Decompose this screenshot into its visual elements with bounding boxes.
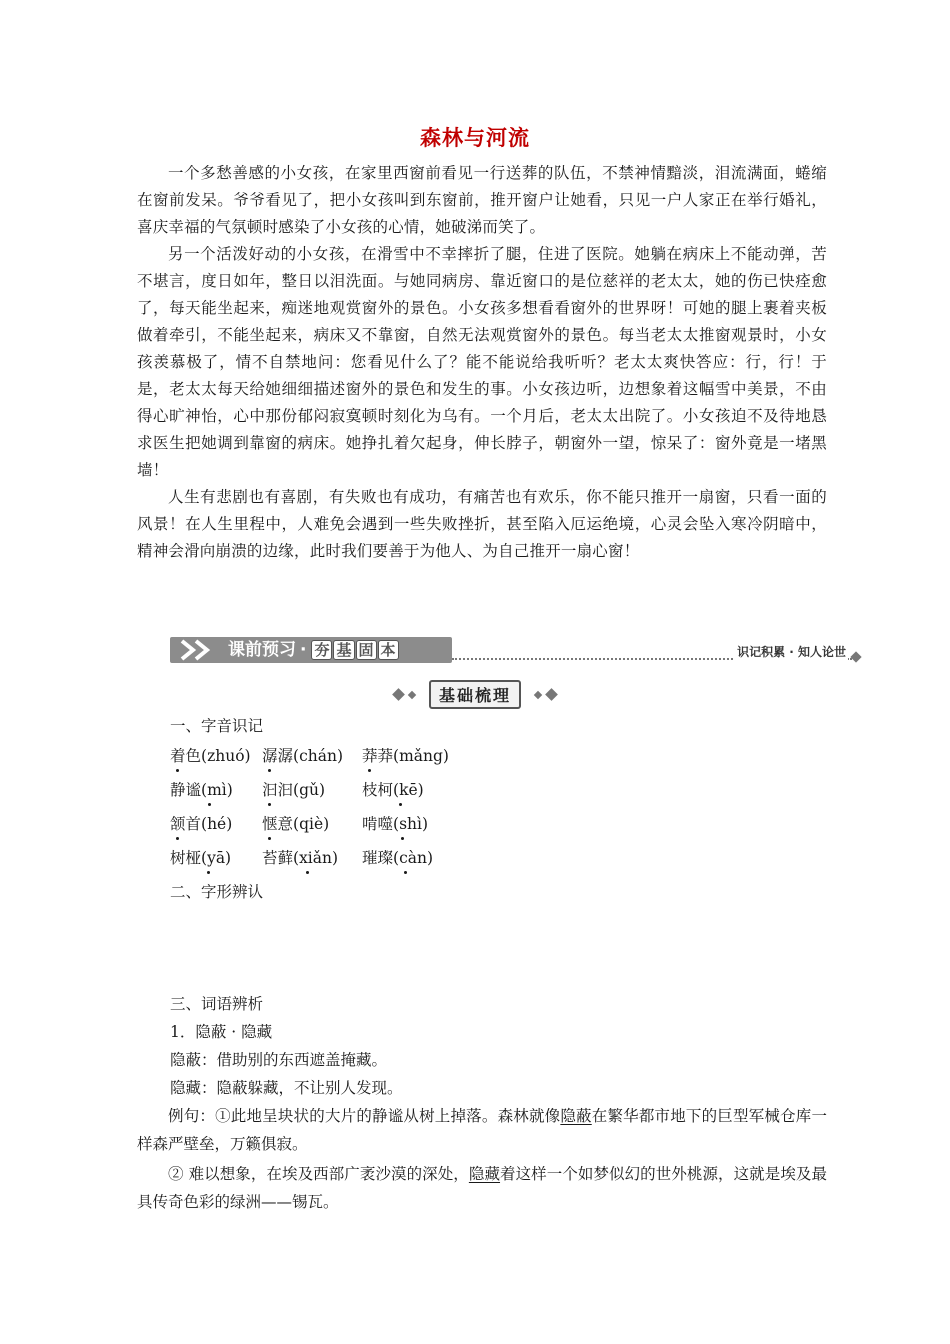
example-1: 例句：①此地呈块状的大片的静谧从树上掉落。森林就像隐蔽在繁华都市地下的巨型军械仓库一样森严壁垒，万籁俱寂。: [137, 1107, 827, 1153]
banner-tab: [170, 637, 452, 663]
section-1-title: 一、字音识记: [170, 717, 264, 735]
page-title: 森林与河流: [420, 126, 530, 150]
banner-title: [228, 637, 399, 663]
section-banner: [170, 637, 860, 665]
diamond-icon: [408, 690, 416, 698]
section-3-title: 三、词语辨析: [170, 995, 264, 1013]
essay: [137, 160, 827, 565]
vocab-item: 枝柯(kē): [362, 781, 424, 799]
example-sentences: [137, 1102, 827, 1216]
vocab-item: 璀璨(càn): [362, 849, 434, 867]
section-2-title: 二、字形辨认: [170, 883, 264, 901]
banner-right-text: 识记积累 · 知人论世: [737, 645, 846, 659]
vocab-item: 潺潺(chán): [262, 747, 343, 765]
banner-boxed-char: 基: [333, 640, 354, 660]
banner-boxed-char: 本: [378, 640, 399, 660]
vocab-item: 静谧(mì): [170, 781, 233, 799]
essay-paragraph-1: 一个多愁善感的小女孩，在家里西窗前看见一行送葬的队伍，不禁神情黯淡，泪流满面，蜷缩在窗前发呆。爷爷看见了，把小女孩叫到东窗前，推开窗户让她看，只见一户人家正在举行婚礼，喜庆幸福的气氛顿时感染了小女孩的心情，她破涕而笑了。: [137, 164, 827, 236]
definition-1: 隐蔽：借助别的东西遮盖掩藏。: [170, 1051, 388, 1069]
definition-2: 隐藏：隐蔽躲藏，不让别人发现。: [170, 1079, 403, 1097]
vocab-item: 着色(zhuó): [170, 747, 251, 765]
essay-paragraph-3: 人生有悲剧也有喜剧，有失败也有成功，有痛苦也有欢乐，你不能只推开一扇窗，只看一面的风景！在人生里程中，人难免会遇到一些失败挫折，甚至陷入厄运绝境，心灵会坠入寒冷阴暗中，精神会滑向崩溃的边缘，此时我们要善于为他人、为自己推开一扇心窗！: [137, 488, 827, 560]
section-heading: [0, 680, 950, 709]
vocab-item: 啃噬(shì): [362, 815, 429, 833]
example-2: ② 难以想象，在埃及西部广袤沙漠的深处，隐藏着这样一个如梦似幻的世外桃源，这就是埃及最具传奇色彩的绿洲——锡瓦。: [137, 1165, 827, 1211]
banner-dot: ·: [300, 640, 307, 660]
section-label: 基础梳理: [429, 680, 521, 709]
diamond-icon: [534, 690, 542, 698]
banner-boxed-char: 夯: [311, 640, 332, 660]
vocab-item: 树桠(yā): [170, 849, 232, 867]
diamond-icon: [850, 651, 861, 662]
vocab-item: 莽莽(mǎng): [362, 747, 449, 765]
underlined-word: 隐蔽: [560, 1107, 592, 1125]
essay-paragraph-2: 另一个活泼好动的小女孩，在滑雪中不幸摔折了腿，住进了医院。她躺在病床上不能动弹，苦不堪言，度日如年，整日以泪洗面。与她同病房、靠近窗口的是位慈祥的老太太，她的伤已快痊愈了，每天能坐起来，痴迷地观赏窗外的景色。小女孩多想看看窗外的世界呀！可她的腿上裹着夹板做着牵引，不能坐起来，病床又不靠窗，自然无法观赏窗外的景色。每当老太太推窗观景时，小女孩羡慕极了，情不自禁地问：您看见什么了？能不能说给我听听？老太太爽快答应：行，行！于是，老太太每天给她细细描述窗外的景色和发生的事。小女孩边听，边想象着这幅雪中美景，不由得心旷神怡，心中那份郁闷寂寞顿时刻化为乌有。一个月后，老太太出院了。小女孩迫不及待地恳求医生把她调到靠窗的病床。她挣扎着欠起身，伸长脖子，朝窗外一望，惊呆了：窗外竟是一堵黑墙！: [137, 245, 827, 479]
banner-left-text: 课前预习: [228, 640, 296, 660]
banner-boxed-char: 固: [356, 640, 377, 660]
vocab-item: 苔藓(xiǎn): [262, 849, 339, 867]
vocab-item: 汩汩(gǔ): [262, 781, 326, 799]
diamond-icon: [392, 688, 405, 701]
vocab-item: 惬意(qiè): [262, 815, 330, 833]
diamond-icon: [545, 688, 558, 701]
double-chevron-icon: [178, 639, 218, 661]
underlined-word: 隐藏: [468, 1165, 501, 1183]
vocab-item: 颔首(hé): [170, 815, 233, 833]
word-pair-title: 1．隐蔽 · 隐藏: [170, 1023, 273, 1041]
